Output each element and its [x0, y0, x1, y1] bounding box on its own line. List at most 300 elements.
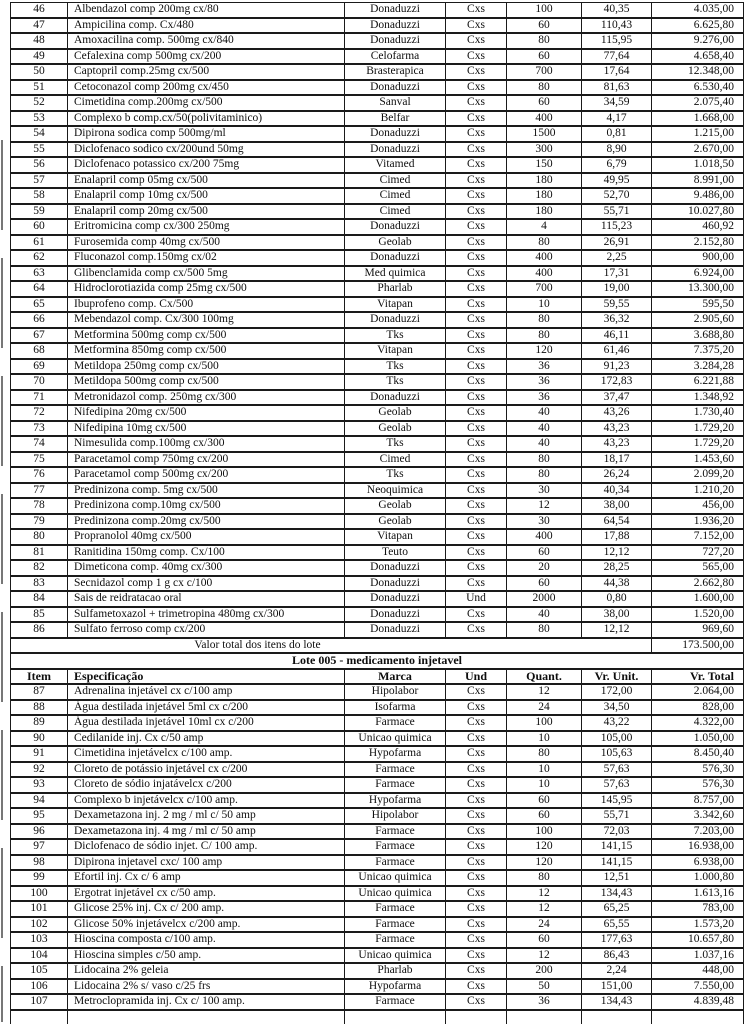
cell-unit-price: 64,54 — [582, 514, 652, 530]
table-row — [10, 173, 744, 189]
cell-unit: Cxs — [446, 932, 507, 948]
cell-qty: 180 — [507, 173, 582, 189]
cell-unit: Und — [446, 591, 507, 607]
table-row — [10, 64, 744, 80]
cell-item: 83 — [10, 576, 68, 592]
cell-total-price: 9.486,00 — [652, 188, 744, 204]
cell-brand: Sanval — [345, 95, 446, 111]
cell-unit-price: 55,71 — [582, 808, 652, 824]
cell-total-price: 3.342,60 — [652, 808, 744, 824]
cell-unit-price: 115,23 — [582, 219, 652, 235]
medication-items-table — [10, 2, 744, 1024]
cell-qty: 50 — [507, 979, 582, 995]
cell-qty: 60 — [507, 49, 582, 65]
cell-qty: 60 — [507, 576, 582, 592]
cell-unit-price: 12,12 — [582, 545, 652, 561]
table-row — [10, 731, 744, 747]
cell-brand: Donaduzzi — [345, 622, 446, 638]
cell-unit-price: 81,63 — [582, 80, 652, 96]
cell-unit-price: 57,63 — [582, 777, 652, 793]
cell-item: 81 — [10, 545, 68, 561]
cell-spec: Hioscina composta c/100 amp. — [68, 932, 345, 948]
cell-item: 70 — [10, 374, 68, 390]
column-header-und: Und — [446, 669, 507, 685]
cell-qty: 180 — [507, 188, 582, 204]
cell-unit: Cxs — [446, 436, 507, 452]
cell-brand: Belfar — [345, 111, 446, 127]
cell-unit: Cxs — [446, 18, 507, 34]
cell-total-price: 2.662,80 — [652, 576, 744, 592]
cell-brand: Isofarma — [345, 700, 446, 716]
cell-total-price: 1.729,20 — [652, 421, 744, 437]
cell-unit: Cxs — [446, 281, 507, 297]
table-row — [10, 963, 744, 979]
cell-total-price: 2.905,60 — [652, 312, 744, 328]
scan-edge-artifact — [1, 140, 3, 1022]
cell-spec: Amoxacilina comp. 500mg cx/840 — [68, 33, 345, 49]
cell-qty: 200 — [507, 963, 582, 979]
cell-unit: Cxs — [446, 855, 507, 871]
cell-total-price: 7.203,00 — [652, 824, 744, 840]
cell-item: 99 — [10, 870, 68, 886]
cell-total-price: 9.276,00 — [652, 33, 744, 49]
cell-unit: Cxs — [446, 142, 507, 158]
cell-unit: Cxs — [446, 452, 507, 468]
cell-qty: 60 — [507, 18, 582, 34]
cell-unit: Cxs — [446, 405, 507, 421]
cell-unit: Cxs — [446, 917, 507, 933]
cell-item: 67 — [10, 328, 68, 344]
cell-item: 96 — [10, 824, 68, 840]
cell-item: 61 — [10, 235, 68, 251]
cell-item: 91 — [10, 746, 68, 762]
cell-unit-price: 141,15 — [582, 839, 652, 855]
cell-brand: Donaduzzi — [345, 560, 446, 576]
cell-qty: 60 — [507, 545, 582, 561]
cell-unit-price: 91,23 — [582, 359, 652, 375]
cell-total-price: 1.050,00 — [652, 731, 744, 747]
cell-spec: Metildopa 250mg comp cx/500 — [68, 359, 345, 375]
cell-qty: 24 — [507, 917, 582, 933]
cell-qty: 30 — [507, 483, 582, 499]
cell-qty: 80 — [507, 328, 582, 344]
cell-spec: Predinizona comp. 5mg cx/500 — [68, 483, 345, 499]
table-row — [10, 917, 744, 933]
cell-unit-price: 34,59 — [582, 95, 652, 111]
cell-unit-price: 38,00 — [582, 498, 652, 514]
cell-unit: Cxs — [446, 64, 507, 80]
cell-brand: Donaduzzi — [345, 126, 446, 142]
cell-unit: Cxs — [446, 715, 507, 731]
cell-spec: Diclofenaco de sódio injet. C/ 100 amp. — [68, 839, 345, 855]
cell-item: 94 — [10, 793, 68, 809]
cell-item: 93 — [10, 777, 68, 793]
table-row — [10, 421, 744, 437]
cell-item: 50 — [10, 64, 68, 80]
lote004-total-row — [10, 638, 744, 654]
cell-qty: 80 — [507, 235, 582, 251]
table-row — [10, 266, 744, 282]
cell-unit-price: 0,80 — [582, 591, 652, 607]
table-row — [10, 2, 744, 18]
cell-total-price: 8.757,00 — [652, 793, 744, 809]
table-row — [10, 204, 744, 220]
cell-brand: Pharlab — [345, 963, 446, 979]
cell-item: 77 — [10, 483, 68, 499]
cell-spec: Predinizona comp.10mg cx/500 — [68, 498, 345, 514]
cell-spec: Ampicilina comp. Cx/480 — [68, 18, 345, 34]
cell-spec: Cimetidina injetávelcx c/100 amp. — [68, 746, 345, 762]
cell-spec: Dexametazona inj. 2 mg / ml c/ 50 amp — [68, 808, 345, 824]
cell-item: 98 — [10, 855, 68, 871]
table-row — [10, 591, 744, 607]
cell-spec: Captopril comp.25mg cx/500 — [68, 64, 345, 80]
cell-unit-price: 4,17 — [582, 111, 652, 127]
cell-qty: 12 — [507, 948, 582, 964]
cell-total-price: 2.099,20 — [652, 467, 744, 483]
cell-brand: Vitamed — [345, 157, 446, 173]
cell-unit-price: 43,23 — [582, 436, 652, 452]
cell-unit: Cxs — [446, 839, 507, 855]
cell-item: 48 — [10, 33, 68, 49]
cell-total-price: 595,50 — [652, 297, 744, 313]
cell-item: 73 — [10, 421, 68, 437]
table-row — [10, 235, 744, 251]
cell-unit: Cxs — [446, 374, 507, 390]
cell-spec: Ibuprofeno comp. Cx/500 — [68, 297, 345, 313]
cell-qty: 120 — [507, 839, 582, 855]
column-header-item: Item — [10, 669, 68, 685]
cell-unit-price: 40,35 — [582, 2, 652, 18]
cell-spec: Sulfato ferroso comp cx/200 — [68, 622, 345, 638]
lote004-items-body — [10, 2, 744, 638]
table-row — [10, 762, 744, 778]
cell-spec: Lidocaina 2% geleia — [68, 963, 345, 979]
table-row — [10, 777, 744, 793]
cell-unit-price: 77,64 — [582, 49, 652, 65]
cell-unit: Cxs — [446, 746, 507, 762]
cell-unit-price: 17,88 — [582, 529, 652, 545]
cell-brand: Donaduzzi — [345, 576, 446, 592]
cell-brand: Farmace — [345, 917, 446, 933]
cell-item: 95 — [10, 808, 68, 824]
cell-item: 87 — [10, 684, 68, 700]
cell-unit: Cxs — [446, 560, 507, 576]
cell-qty: 100 — [507, 715, 582, 731]
cell-qty: 80 — [507, 622, 582, 638]
cell-item: 74 — [10, 436, 68, 452]
cell-total-price: 13.300,00 — [652, 281, 744, 297]
cell-qty: 80 — [507, 467, 582, 483]
cell-brand: Farmace — [345, 855, 446, 871]
cell-total-price: 565,00 — [652, 560, 744, 576]
cell-brand: Teuto — [345, 545, 446, 561]
table-row — [10, 932, 744, 948]
cell-item: 80 — [10, 529, 68, 545]
cell-brand: Hypofarma — [345, 979, 446, 995]
table-row — [10, 328, 744, 344]
cell-unit: Cxs — [446, 312, 507, 328]
cell-total-price: 1.936,20 — [652, 514, 744, 530]
column-header-especificacao: Especificação — [68, 669, 345, 685]
cell-item: 51 — [10, 80, 68, 96]
table-row — [10, 607, 744, 623]
cell-unit: Cxs — [446, 731, 507, 747]
cell-qty: 24 — [507, 700, 582, 716]
cell-item: 53 — [10, 111, 68, 127]
cell-total-price: 2.075,40 — [652, 95, 744, 111]
cell-brand: Farmace — [345, 932, 446, 948]
cell-total-price: 8.450,40 — [652, 746, 744, 762]
cell-qty: 80 — [507, 746, 582, 762]
cell-total-price: 1.453,60 — [652, 452, 744, 468]
table-row — [10, 281, 744, 297]
cell-unit: Cxs — [446, 948, 507, 964]
cell-item: 85 — [10, 607, 68, 623]
cell-brand — [345, 1010, 446, 1024]
cell-unit-price: 65,25 — [582, 901, 652, 917]
cell-qty: 10 — [507, 762, 582, 778]
cell-item: 52 — [10, 95, 68, 111]
cell-spec: Ranitidina 150mg comp. Cx/100 — [68, 545, 345, 561]
cell-qty: 40 — [507, 607, 582, 623]
cell-qty: 60 — [507, 808, 582, 824]
cell-total-price: 2.670,00 — [652, 142, 744, 158]
cell-brand: Tks — [345, 436, 446, 452]
cell-total-price: 3.688,80 — [652, 328, 744, 344]
cell-qty — [507, 1010, 582, 1024]
cell-unit: Cxs — [446, 824, 507, 840]
table-row — [10, 111, 744, 127]
cell-total-price: 4.658,40 — [652, 49, 744, 65]
cell-spec: Metformina 850mg comp cx/500 — [68, 343, 345, 359]
cell-spec: Eritromicina comp cx/300 250mg — [68, 219, 345, 235]
cell-item: 56 — [10, 157, 68, 173]
cell-unit: Cxs — [446, 126, 507, 142]
table-row — [10, 436, 744, 452]
cell-qty: 12 — [507, 684, 582, 700]
cell-total-price: 7.375,20 — [652, 343, 744, 359]
cell-brand: Geolab — [345, 514, 446, 530]
cell-total-price: 1.729,20 — [652, 436, 744, 452]
cell-spec: Fluconazol comp.150mg cx/02 — [68, 250, 345, 266]
table-row — [10, 746, 744, 762]
cell-total-price: 7.152,00 — [652, 529, 744, 545]
cell-qty: 80 — [507, 312, 582, 328]
cell-total-price: 4.839,48 — [652, 994, 744, 1010]
cell-unit-price: 12,12 — [582, 622, 652, 638]
cell-item: 63 — [10, 266, 68, 282]
cell-qty: 10 — [507, 731, 582, 747]
cell-unit-price: 141,15 — [582, 855, 652, 871]
cell-brand: Donaduzzi — [345, 219, 446, 235]
table-row — [10, 452, 744, 468]
cell-unit: Cxs — [446, 95, 507, 111]
cell-spec: Dimeticona comp. 40mg cx/300 — [68, 560, 345, 576]
lote-total-value: 173.500,00 — [652, 638, 744, 654]
cell-spec: Diclofenaco potassico cx/200 75mg — [68, 157, 345, 173]
cell-total-price: 1.520,00 — [652, 607, 744, 623]
cell-brand: Geolab — [345, 498, 446, 514]
cell-item: 102 — [10, 917, 68, 933]
cell-qty: 700 — [507, 281, 582, 297]
cell-item: 71 — [10, 390, 68, 406]
cell-item: 64 — [10, 281, 68, 297]
cell-unit-price: 17,31 — [582, 266, 652, 282]
cell-spec: Cimetidina comp.200mg cx/500 — [68, 95, 345, 111]
cell-unit: Cxs — [446, 80, 507, 96]
cell-item: 47 — [10, 18, 68, 34]
cell-brand: Donaduzzi — [345, 142, 446, 158]
table-row — [10, 576, 744, 592]
table-row — [10, 312, 744, 328]
cell-brand: Med quimica — [345, 266, 446, 282]
cell-unit: Cxs — [446, 328, 507, 344]
cell-brand: Farmace — [345, 901, 446, 917]
cell-unit-price: 110,43 — [582, 18, 652, 34]
lote005-items-body — [10, 684, 744, 1010]
cell-total-price: 4.322,00 — [652, 715, 744, 731]
cell-item: 97 — [10, 839, 68, 855]
cell-unit: Cxs — [446, 359, 507, 375]
cell-unit: Cxs — [446, 219, 507, 235]
cell-total-price: 2.064,00 — [652, 684, 744, 700]
cell-total-price: 4.035,00 — [652, 2, 744, 18]
column-header-vr-total: Vr. Total — [652, 669, 744, 685]
cell-spec: Cloreto de potássio injetável cx c/200 — [68, 762, 345, 778]
cell-brand: Geolab — [345, 405, 446, 421]
cell-unit-price: 0,81 — [582, 126, 652, 142]
cell-spec: Cetoconazol comp 200mg cx/450 — [68, 80, 345, 96]
cell-spec: Água destilada injetável 5ml cx c/200 — [68, 700, 345, 716]
cell-brand: Farmace — [345, 824, 446, 840]
cell-total-price: 1.573,20 — [652, 917, 744, 933]
cell-brand: Tks — [345, 374, 446, 390]
cell-unit-price: 43,23 — [582, 421, 652, 437]
cell-spec: Metroclopramida inj. Cx c/ 100 amp. — [68, 994, 345, 1010]
cell-qty: 60 — [507, 95, 582, 111]
cell-spec: Mebendazol comp. Cx/300 100mg — [68, 312, 345, 328]
cell-unit-price — [582, 1010, 652, 1024]
cell-brand: Tks — [345, 328, 446, 344]
cell-item: 82 — [10, 560, 68, 576]
cell-spec: Glibenclamida comp cx/500 5mg — [68, 266, 345, 282]
cell-unit-price: 105,63 — [582, 746, 652, 762]
cell-spec: Predinizona comp.20mg cx/500 — [68, 514, 345, 530]
table-row — [10, 855, 744, 871]
cell-unit: Cxs — [446, 266, 507, 282]
table-row — [10, 49, 744, 65]
cell-item: 90 — [10, 731, 68, 747]
table-row — [10, 948, 744, 964]
cell-unit: Cxs — [446, 343, 507, 359]
cell-spec — [68, 1010, 345, 1024]
cell-qty: 150 — [507, 157, 582, 173]
cell-spec: Cefalexina comp 500mg cx/200 — [68, 49, 345, 65]
cell-unit: Cxs — [446, 111, 507, 127]
cell-qty: 40 — [507, 436, 582, 452]
cell-unit-price: 57,63 — [582, 762, 652, 778]
cell-spec: Dexametazona inj. 4 mg / ml c/ 50 amp — [68, 824, 345, 840]
cell-brand: Donaduzzi — [345, 2, 446, 18]
cell-unit: Cxs — [446, 33, 507, 49]
table-row — [10, 297, 744, 313]
table-row — [10, 343, 744, 359]
cell-brand: Farmace — [345, 715, 446, 731]
cell-unit: Cxs — [446, 49, 507, 65]
cell-unit-price: 172,00 — [582, 684, 652, 700]
cell-total-price: 10.657,80 — [652, 932, 744, 948]
cell-item: 58 — [10, 188, 68, 204]
cell-unit-price: 19,00 — [582, 281, 652, 297]
cell-brand: Vitapan — [345, 529, 446, 545]
cell-unit-price: 46,11 — [582, 328, 652, 344]
cell-spec: Enalapril comp 10mg cx/500 — [68, 188, 345, 204]
cell-spec: Sulfametoxazol + trimetropina 480mg cx/300 — [68, 607, 345, 623]
cell-unit-price: 115,95 — [582, 33, 652, 49]
cell-brand: Unicao quimica — [345, 731, 446, 747]
cell-item: 88 — [10, 700, 68, 716]
cell-unit: Cxs — [446, 498, 507, 514]
cell-qty: 700 — [507, 64, 582, 80]
cell-brand: Cimed — [345, 173, 446, 189]
table-row — [10, 979, 744, 995]
cell-item: 49 — [10, 49, 68, 65]
cell-item: 55 — [10, 142, 68, 158]
table-row — [10, 126, 744, 142]
table-row — [10, 219, 744, 235]
cell-item: 106 — [10, 979, 68, 995]
cell-total-price: 900,00 — [652, 250, 744, 266]
cell-spec: Hioscina simples c/50 amp. — [68, 948, 345, 964]
table-row — [10, 359, 744, 375]
cell-total-price — [652, 1010, 744, 1024]
table-row — [10, 901, 744, 917]
cell-total-price: 783,00 — [652, 901, 744, 917]
cell-unit: Cxs — [446, 545, 507, 561]
cell-unit: Cxs — [446, 529, 507, 545]
cell-item: 104 — [10, 948, 68, 964]
cell-unit-price: 52,70 — [582, 188, 652, 204]
cell-spec: Metformina 500mg comp cx/500 — [68, 328, 345, 344]
cell-brand: Hypofarma — [345, 746, 446, 762]
table-row — [10, 250, 744, 266]
cell-unit: Cxs — [446, 963, 507, 979]
cell-qty: 100 — [507, 2, 582, 18]
cell-item: 100 — [10, 886, 68, 902]
cell-brand: Unicao quimica — [345, 948, 446, 964]
cell-spec: Efortil inj. Cx c/ 6 amp — [68, 870, 345, 886]
table-row-clipped — [10, 1010, 744, 1024]
cell-unit: Cxs — [446, 886, 507, 902]
cell-total-price: 12.348,00 — [652, 64, 744, 80]
table-row — [10, 18, 744, 34]
cell-brand: Hipolabor — [345, 684, 446, 700]
cell-unit-price: 34,50 — [582, 700, 652, 716]
cell-total-price: 6.221,88 — [652, 374, 744, 390]
table-row — [10, 793, 744, 809]
cell-unit: Cxs — [446, 870, 507, 886]
cell-unit-price: 38,00 — [582, 607, 652, 623]
cell-spec: Sais de reidratacao oral — [68, 591, 345, 607]
cell-brand: Hipolabor — [345, 808, 446, 824]
lote005-title: Lote 005 - medicamento injetavel — [10, 653, 744, 669]
cell-spec: Complexo b comp.cx/50(polivitaminico) — [68, 111, 345, 127]
cell-spec: Nifedipina 20mg cx/500 — [68, 405, 345, 421]
cell-brand: Cimed — [345, 452, 446, 468]
cell-unit: Cxs — [446, 467, 507, 483]
table-row — [10, 994, 744, 1010]
